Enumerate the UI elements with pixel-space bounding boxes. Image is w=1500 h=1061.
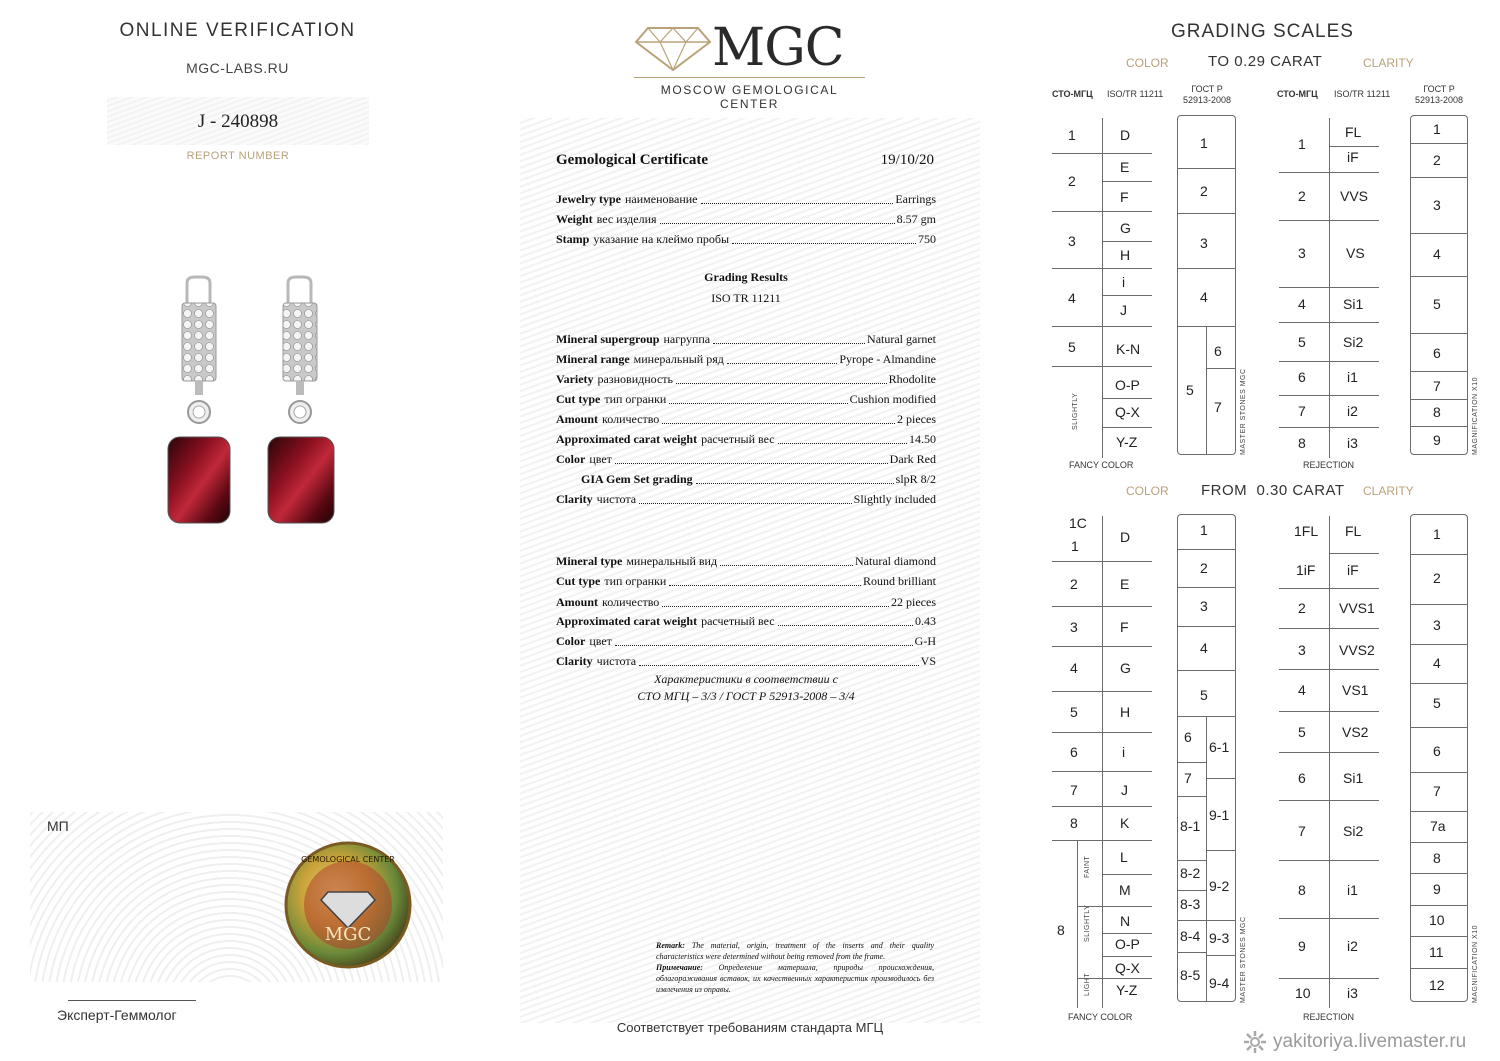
certificate-title: Gemological Certificate [556, 152, 709, 168]
report-number: J - 240898 [197, 111, 279, 132]
section-from-030: FROM 0.30 CARAT [1201, 482, 1345, 499]
hdr-gost-1: ГОСТ Р 52913-2008 [1182, 84, 1232, 105]
right-earring [268, 277, 334, 523]
rejection-1: REJECTION [1303, 460, 1355, 470]
row-diamond-carat: Approximated carat weight расчетный вес 0.43 [556, 614, 936, 628]
light-label: LIGHT [1084, 972, 1091, 996]
watermark-text: yakitoriya.livemaster.ru [1273, 1031, 1467, 1052]
magnification-1: MAGNIFICATION X10 [1472, 377, 1479, 455]
diamond-logo-icon [634, 22, 712, 72]
clarity-label-1: CLARITY [1363, 56, 1414, 70]
row-mineral-supergroup: Mineral supergroup нагруппа Natural garnet [556, 332, 936, 346]
hdr-sto-2: СТО-МГЦ [1277, 89, 1318, 99]
hologram-seal [283, 840, 413, 970]
row-variety: Variety разновидность Rhodolite [556, 372, 936, 386]
row-amount: Amount количество 2 pieces [556, 412, 936, 426]
row-weight: Weight вес изделия 8.57 gm [556, 212, 936, 226]
left-earring [168, 277, 230, 523]
master-stones-1: MASTER STONES MGC [1240, 368, 1247, 455]
remark-block: Remark: The material, origin, treatment of the inserts and their quality characteristics were determined without being removed from the frame. Примечание: Определение материала, природы происхождения, облагораживания вставок, их качественных характеристик производилось без извлечения из оправы. [656, 941, 935, 994]
logo-text: MGC [712, 18, 844, 78]
row-diamond-clarity: Clarity чистота VS [556, 654, 936, 668]
earrings-photo [160, 275, 350, 525]
section-to-029: TO 0.29 CARAT [1208, 53, 1323, 70]
row-carat-weight: Approximated carat weight расчетный вес 14.50 [556, 432, 936, 446]
color-label-1: COLOR [1126, 56, 1169, 70]
seal-text: MGC [324, 924, 372, 945]
grading-results-heading: Grading Results [704, 270, 788, 284]
row-stamp: Stamp указание на клеймо пробы 750 [556, 232, 936, 246]
expert-label: Эксперт-Геммолог [57, 1007, 177, 1023]
standard-note: Соответствует требованиям стандарта МГЦ [616, 1020, 884, 1035]
row-color: Color цвет Dark Red [556, 452, 936, 466]
magnification-2: MAGNIFICATION X10 [1472, 925, 1479, 1003]
row-diamond-color: Color цвет G-H [556, 634, 936, 648]
row-clarity: Clarity чистота Slightly included [556, 492, 936, 506]
row-diamond-cut-type: Cut type тип огранки Round brilliant [556, 574, 936, 588]
clarity-label-2: CLARITY [1363, 484, 1414, 498]
hdr-iso-2: ISO/TR 11211 [1334, 89, 1391, 99]
mp-label: МП [47, 818, 69, 834]
report-number-label: REPORT NUMBER [186, 150, 290, 162]
hdr-gost-2: ГОСТ Р 52913-2008 [1414, 84, 1464, 105]
online-verification-title: ONLINE VERIFICATION [119, 20, 356, 41]
seal-ring-text: GEMOLOGICAL CENTER [301, 855, 395, 864]
faint-label: FAINT [1084, 855, 1091, 878]
row-mineral-type: Mineral type минеральный вид Natural diamond [556, 554, 936, 568]
logo-divider [634, 77, 865, 78]
rejection-2: REJECTION [1303, 1012, 1355, 1022]
hdr-sto-1: СТО-МГЦ [1052, 89, 1093, 99]
row-mineral-range: Mineral range минеральный ряд Pyrope - Almandine [556, 352, 936, 366]
grading-standard: ISO TR 11211 [711, 291, 781, 305]
row-cut-type: Cut type тип огранки Cushion modified [556, 392, 936, 406]
row-gia-grading: GIA Gem Set grading slpR 8/2 [581, 472, 936, 486]
color-label-2: COLOR [1126, 484, 1169, 498]
row-diamond-amount: Amount количество 22 pieces [556, 595, 936, 609]
grading-scales-title: GRADING SCALES [1171, 21, 1354, 42]
certificate-date: 19/10/20 [880, 152, 934, 168]
hdr-iso-1: ISO/TR 11211 [1107, 89, 1164, 99]
verification-site[interactable]: MGC-LABS.RU [186, 60, 289, 76]
watermark-flower-icon [1243, 1030, 1267, 1054]
logo-subtitle: MOSCOW GEMOLOGICAL CENTER [660, 83, 839, 111]
slightly-label-2: SLIGHTLY [1084, 904, 1091, 942]
compliance-line-2: СТО МГЦ – 3/3 / ГОСТ Р 52913-2008 – 3/4 [637, 689, 855, 703]
slightly-label-1: SLIGHTLY [1072, 392, 1079, 430]
certificate-background [520, 118, 980, 1023]
signature-line [68, 1000, 196, 1001]
fancy-color-1: FANCY COLOR [1069, 460, 1134, 470]
row-jewelry-type: Jewelry type наименование Earrings [556, 192, 936, 206]
compliance-line-1: Характеристики в соответствии с [654, 672, 838, 686]
master-stones-2: MASTER STONES MGC [1240, 916, 1247, 1003]
fancy-color-2: FANCY COLOR [1068, 1012, 1133, 1022]
